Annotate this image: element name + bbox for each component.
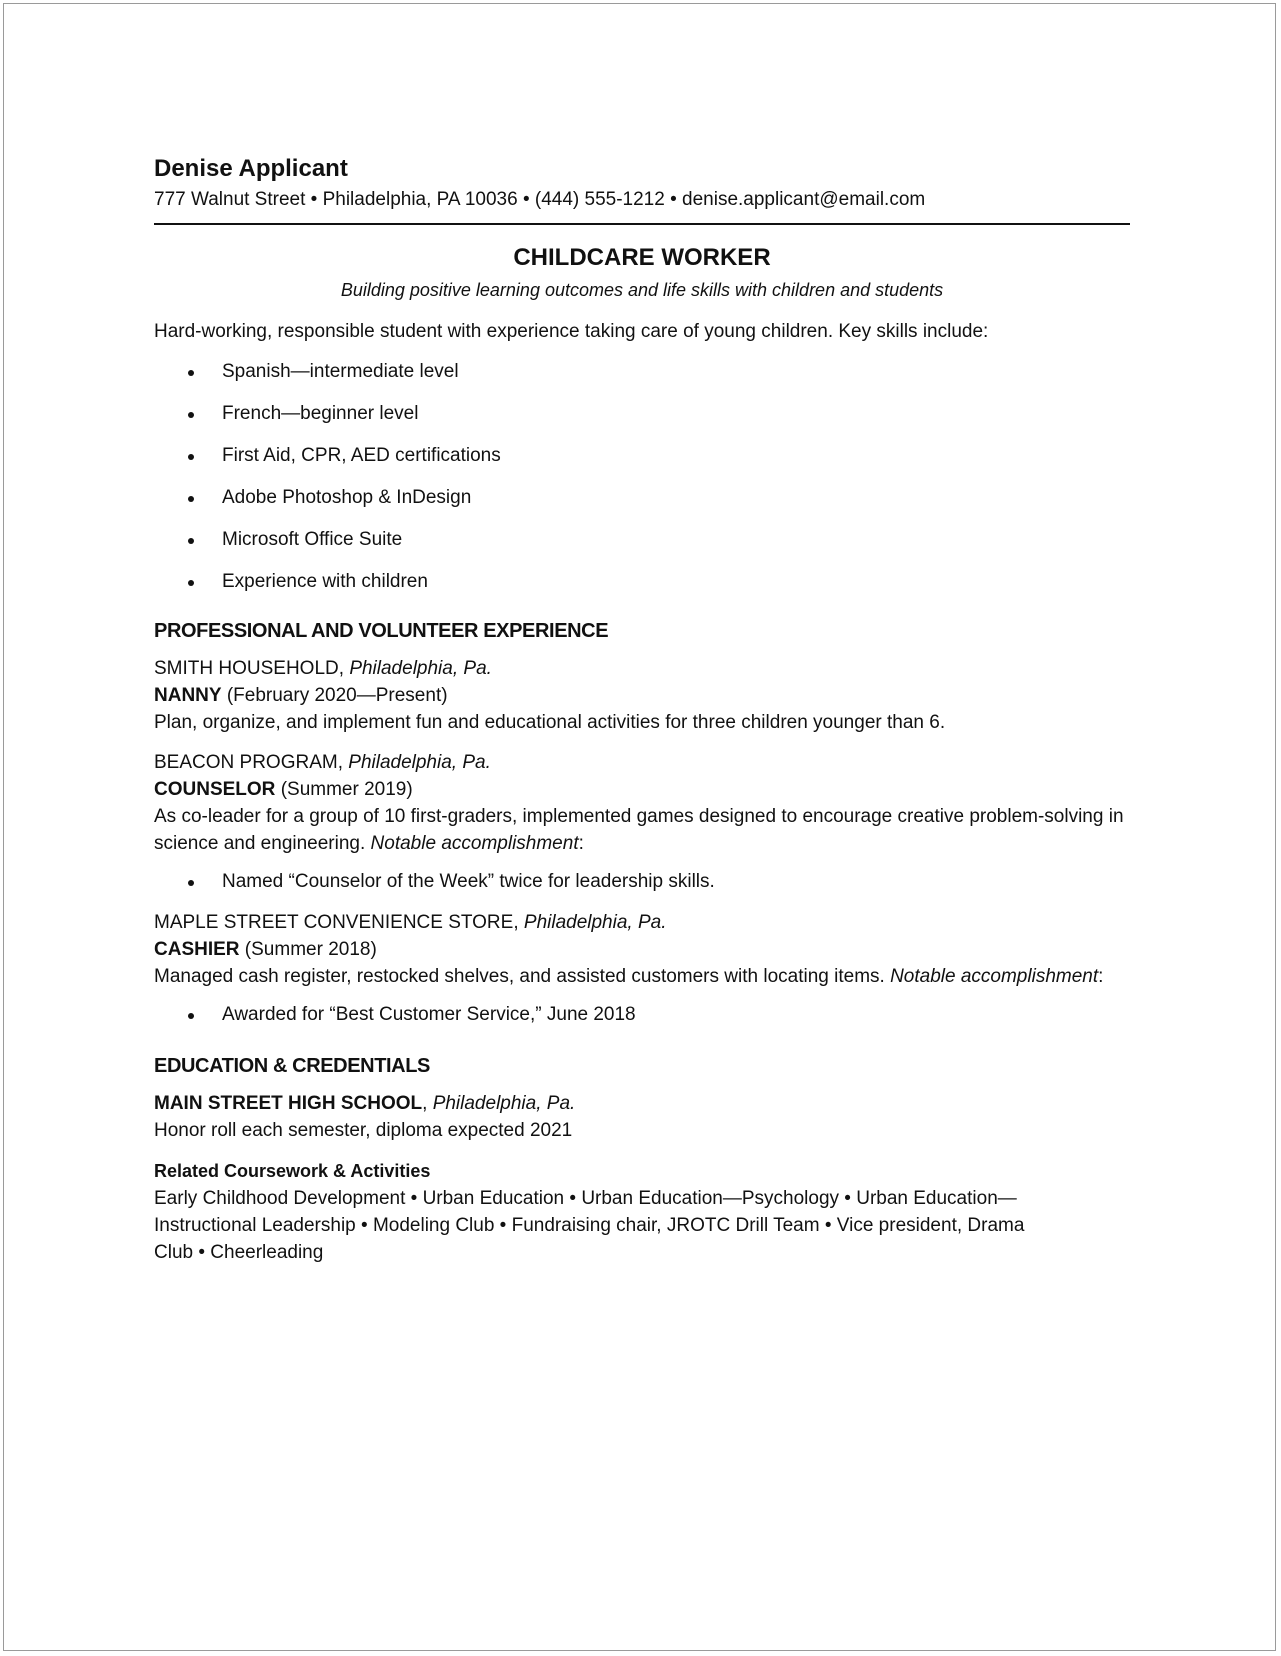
job-description: Plan, organize, and implement fun and educational activities for three children younger than 6. <box>154 712 946 733</box>
school-detail: Honor roll each semester, diploma expected 2021 <box>154 1120 573 1141</box>
education-entry <box>154 1090 1130 1144</box>
coursework-text <box>154 1185 1130 1266</box>
coursework-line: Early Childhood Development • Urban Education • Urban Education—Psychology • Urban Education— <box>154 1188 1017 1209</box>
resume-document <box>154 152 1130 1266</box>
summary-text: Hard-working, responsible student with experience taking care of young children. Key skills include: <box>154 321 989 342</box>
job-entry <box>154 909 1130 1028</box>
job-dates: (Summer 2019) <box>280 779 413 800</box>
job-employer-line: BEACON PROGRAM, Philadelphia, Pa. <box>154 752 491 773</box>
header-divider <box>154 223 1130 225</box>
bullet-icon <box>188 370 194 376</box>
skills-list <box>154 359 1130 595</box>
job-employer: MAPLE STREET CONVENIENCE STORE <box>154 912 514 933</box>
job-location: Philadelphia, Pa. <box>523 912 667 933</box>
bullet-icon <box>188 412 194 418</box>
job-employer: SMITH HOUSEHOLD <box>154 658 339 679</box>
accomplishment-item: Named “Counselor of the Week” twice for leadership skills. <box>154 869 1130 895</box>
job-role-line <box>154 776 1130 803</box>
objective-tagline: Building positive learning outcomes and life skills with children and students <box>340 280 944 300</box>
notable-label: Notable accomplishment <box>890 966 1099 987</box>
job-location: Philadelphia, Pa. <box>349 658 492 679</box>
school-name: MAIN STREET HIGH SCHOOL <box>154 1093 423 1114</box>
job-location: Philadelphia, Pa. <box>348 752 491 773</box>
job-employer-line: SMITH HOUSEHOLD, Philadelphia, Pa. <box>154 658 492 679</box>
job-entry <box>154 655 1130 736</box>
job-role-line <box>154 682 1130 709</box>
skill-item: Spanish—intermediate level <box>154 359 1130 385</box>
bullet-icon <box>188 454 194 460</box>
school-line: MAIN STREET HIGH SCHOOL, Philadelphia, Pa. <box>154 1093 576 1114</box>
job-entry <box>154 749 1130 895</box>
job-role-line <box>154 936 1130 963</box>
job-role: NANNY <box>154 685 222 706</box>
job-dates: (Summer 2018) <box>244 939 377 960</box>
coursework-line: Instructional Leadership • Modeling Club • Fundraising chair, JROTC Drill Team • Vice president, Drama <box>154 1215 1025 1236</box>
accomplishment-item: Awarded for “Best Customer Service,” June 2018 <box>154 1002 1130 1028</box>
coursework-title: Related Coursework & Activities <box>154 1161 431 1181</box>
accomplishment-list <box>154 1002 1130 1028</box>
skill-item: Microsoft Office Suite <box>154 527 1130 553</box>
job-description: Managed cash register, restocked shelves, and assisted customers with locating items. Notable accomplishment: <box>154 966 1104 987</box>
job-employer-line: MAPLE STREET CONVENIENCE STORE, Philadelphia, Pa. <box>154 912 667 933</box>
school-location: Philadelphia, Pa. <box>432 1093 576 1114</box>
notable-label: Notable accomplishment <box>370 833 579 854</box>
skill-item: Experience with children <box>154 569 1130 595</box>
bullet-icon <box>188 538 194 544</box>
job-description: As co-leader for a group of 10 first-graders, implemented games designed to encourage creative problem-solving in science and engineering. Notable accomplishment: <box>154 806 1124 854</box>
coursework-line: Club • Cheerleading <box>154 1242 324 1263</box>
job-role: CASHIER <box>154 939 240 960</box>
bullet-icon <box>188 580 194 586</box>
bullet-icon <box>188 880 194 886</box>
accomplishment-list <box>154 869 1130 895</box>
skill-item: French—beginner level <box>154 401 1130 427</box>
job-employer: BEACON PROGRAM <box>154 752 338 773</box>
skill-item: First Aid, CPR, AED certifications <box>154 443 1130 469</box>
objective-title: CHILDCARE WORKER <box>513 244 771 271</box>
job-role: COUNSELOR <box>154 779 276 800</box>
bullet-icon <box>188 1013 194 1019</box>
bullet-icon <box>188 496 194 502</box>
education-section-title: EDUCATION & CREDENTIALS <box>154 1055 430 1077</box>
experience-section-title: PROFESSIONAL AND VOLUNTEER EXPERIENCE <box>154 620 609 642</box>
skill-item: Adobe Photoshop & InDesign <box>154 485 1130 511</box>
applicant-name: Denise Applicant <box>154 155 348 182</box>
job-dates: (February 2020—Present) <box>226 685 448 706</box>
contact-line: 777 Walnut Street • Philadelphia, PA 10036 • (444) 555-1212 • denise.applicant@email.com <box>154 189 926 210</box>
